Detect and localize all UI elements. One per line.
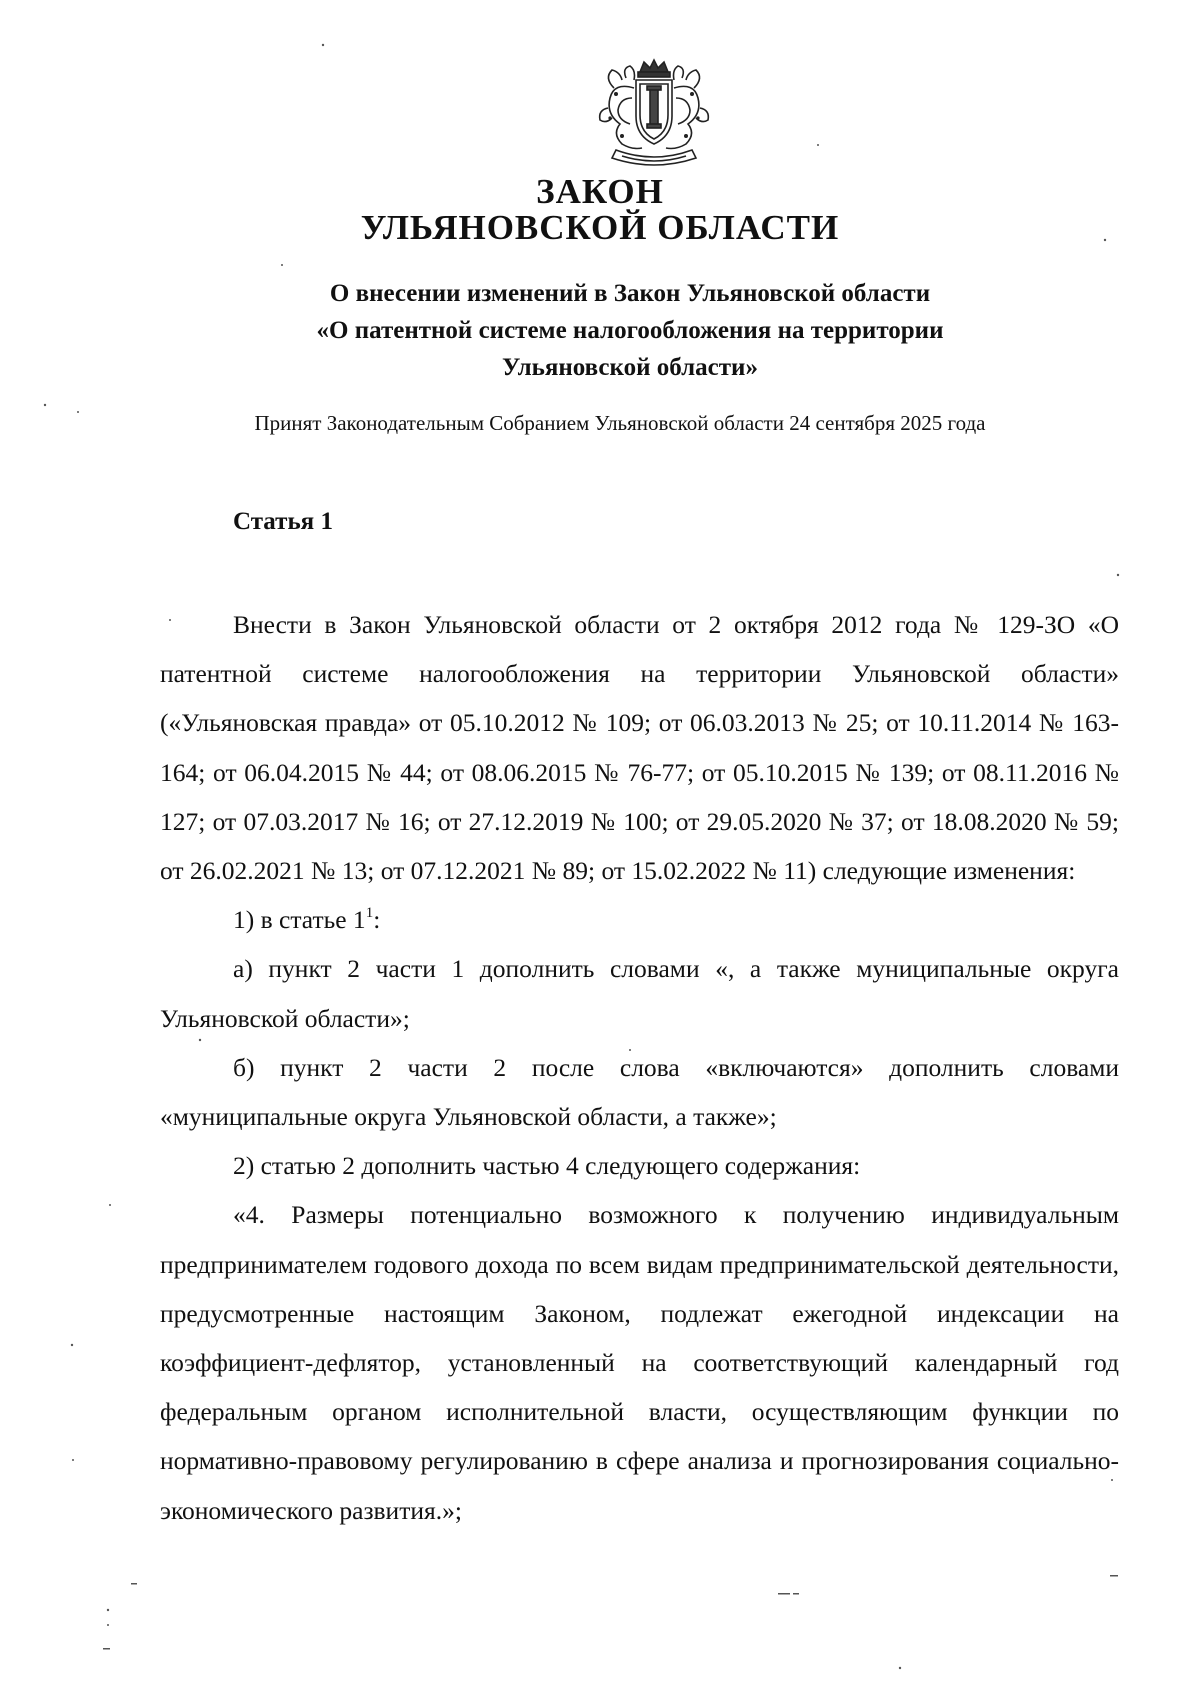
law-subject [240, 275, 1020, 386]
law-title: ЗАКОН [536, 172, 664, 211]
subject-line: «О патентной системе налогообложения на территории [316, 317, 944, 344]
adoption-note: Принят Законодательным Собранием Ульяновской области 24 сентября 2025 года [254, 411, 986, 435]
item-1-text: 1) в статье 1 [233, 905, 366, 935]
item-1-suffix: : [373, 905, 381, 935]
law-region: УЛЬЯНОВСКОЙ ОБЛАСТИ [360, 208, 840, 247]
subject-line: Ульяновской области» [502, 354, 758, 381]
item-1a: а) пункт 2 части 1 дополнить словами «, а также муниципальные округа Ульяновской области»; [160, 954, 1119, 1033]
item-1-superscript: 1 [365, 905, 374, 922]
item-1b: б) пункт 2 части 2 после слова «включаются» дополнить словами «муниципальные округа Ульяновской области, а также»; [160, 1052, 1119, 1132]
intro-paragraph: Внести в Закон Ульяновской области от 2 октября 2012 года № 129-ЗО «О патентной системе налогообложения на территории Ульяновской области» («Ульяновская правда» от 05.10.2012 № 109; от 06.03.2013 № 25; от 10.11.2014 № 163-164; от 06.04.2015 № 44; от 08.06.2015 № 76-77; от 05.10.2015 № 139; от 08.11.2016 № 127; от 07.03.2017 № 16; от 27.12.2019 № 100; от 29.05.2020 № 37; от 18.08.2020 № 59; от 26.02.2021 № 13; от 07.12.2021 № 89; от 15.02.2022 № 11) следующие изменения: [160, 610, 1119, 886]
item-2-quote: «4. Размеры потенциально возможного к получению индивидуальным предпринимателем годового дохода по всем видам предпринимательской деятельности, предусмотренные настоящим Законом, подлежат ежегодной индексации на коэффициент-дефлятор, установленный на соответствующий календарный год федеральным органом исполнительной власти, осуществляющим функции по нормативно-правовому регулированию в сфере анализа и прогнозирования социально-экономического развития.»; [160, 1200, 1119, 1525]
subject-line: О внесении изменений в Закон Ульяновской области [329, 280, 931, 307]
item-2: 2) статью 2 дополнить частью 4 следующего содержания: [233, 1151, 861, 1181]
article-body [160, 600, 1119, 1535]
article-heading: Статья 1 [233, 508, 333, 535]
coat-of-arms-emblem [592, 58, 716, 170]
item-1 [160, 895, 1119, 944]
